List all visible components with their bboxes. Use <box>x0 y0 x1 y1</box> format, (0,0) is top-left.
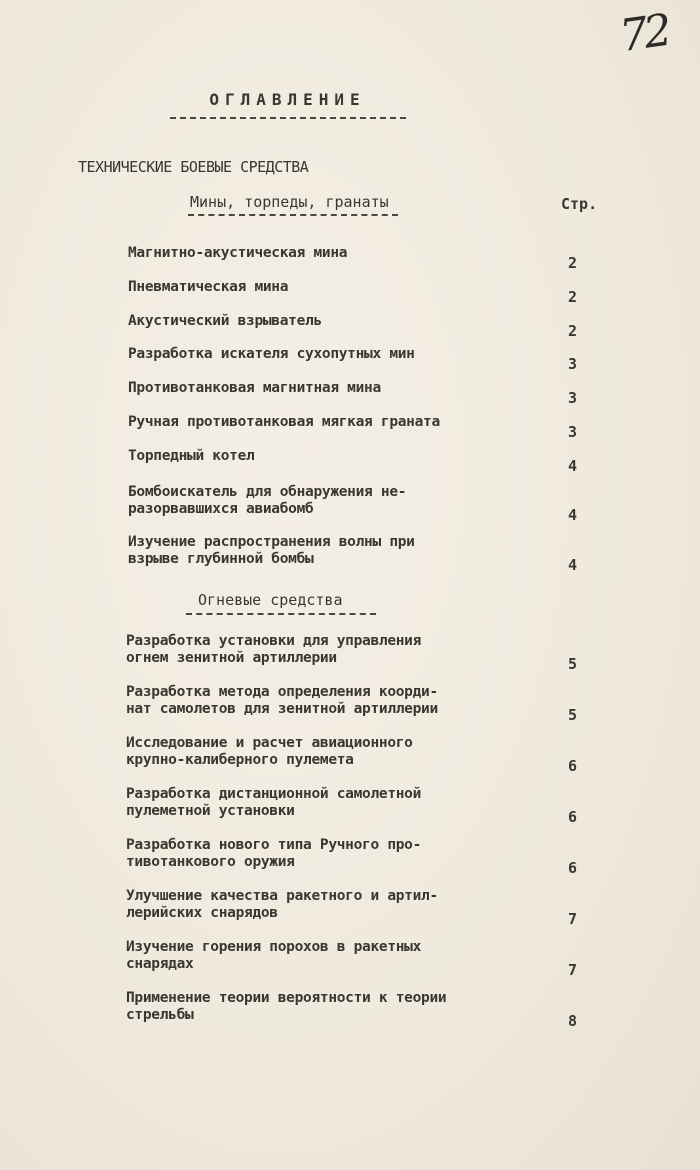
section-title: ТЕХНИЧЕСКИЕ БОЕВЫЕ СРЕДСТВА <box>78 158 309 176</box>
toc-entry-page: 5 <box>568 706 578 724</box>
page-title: ОГЛАВЛЕНИЕ <box>209 90 366 109</box>
handwritten-page-number: 72 <box>616 4 672 63</box>
group-heading-mines-underline <box>188 214 398 216</box>
toc-entry-page: 4 <box>568 556 578 574</box>
toc-entry-page: 6 <box>568 808 578 826</box>
toc-entry-title: Применение теории вероятности к теории стрельбы <box>126 990 447 1023</box>
toc-entry-title: Разработка искателя сухопутных мин <box>128 346 415 362</box>
toc-entry-title: Бомбоискатель для обнаружения не- разорвавшихся авиабомб <box>128 484 407 517</box>
toc-entry-page: 7 <box>568 961 578 979</box>
toc-entry-title: Торпедный котел <box>128 448 255 464</box>
group-heading-fire-underline <box>186 613 376 615</box>
toc-entry-page: 2 <box>568 288 578 306</box>
group-heading-fire: Огневые средства <box>198 591 343 609</box>
toc-entry-title: Разработка метода определения коорди- нат самолетов для зенитной артиллерии <box>126 684 438 717</box>
toc-entry-title: Изучение горения порохов в ракетных снарядах <box>126 939 422 972</box>
toc-entry-page: 8 <box>568 1012 578 1030</box>
toc-entry-title: Разработка установки для управления огнем зенитной артиллерии <box>126 633 422 666</box>
page-column-header: Стр. <box>561 195 598 213</box>
toc-entry-page: 7 <box>568 910 578 928</box>
toc-entry-title: Магнитно-акустическая мина <box>128 245 348 261</box>
toc-entry-title: Улучшение качества ракетного и артил- лерийских снарядов <box>126 888 438 921</box>
toc-entry-page: 2 <box>568 254 578 272</box>
toc-entry-title: Изучение распространения волны при взрыве глубинной бомбы <box>128 534 415 567</box>
toc-entry-page: 6 <box>568 757 578 775</box>
toc-entry-page: 4 <box>568 506 578 524</box>
toc-entry-title: Противотанковая магнитная мина <box>128 380 381 396</box>
toc-entry-title: Ручная противотанковая мягкая граната <box>128 414 440 430</box>
toc-entry-page: 3 <box>568 355 578 373</box>
toc-entry-page: 2 <box>568 322 578 340</box>
title-underline <box>170 117 406 119</box>
toc-entry-page: 5 <box>568 655 578 673</box>
toc-entry-title: Пневматическая мина <box>128 279 289 295</box>
toc-entry-page: 4 <box>568 457 578 475</box>
toc-entry-title: Акустический взрыватель <box>128 313 322 329</box>
toc-entry-title: Разработка нового типа Ручного про- тивотанкового оружия <box>126 837 422 870</box>
toc-entry-page: 3 <box>568 389 578 407</box>
toc-entry-page: 3 <box>568 423 578 441</box>
group-heading-mines: Мины, торпеды, гранаты <box>190 193 389 211</box>
toc-entry-title: Разработка дистанционной самолетной пулеметной установки <box>126 786 422 819</box>
toc-entry-page: 6 <box>568 859 578 877</box>
toc-entry-title: Исследование и расчет авиационного крупно-калиберного пулемета <box>126 735 413 768</box>
